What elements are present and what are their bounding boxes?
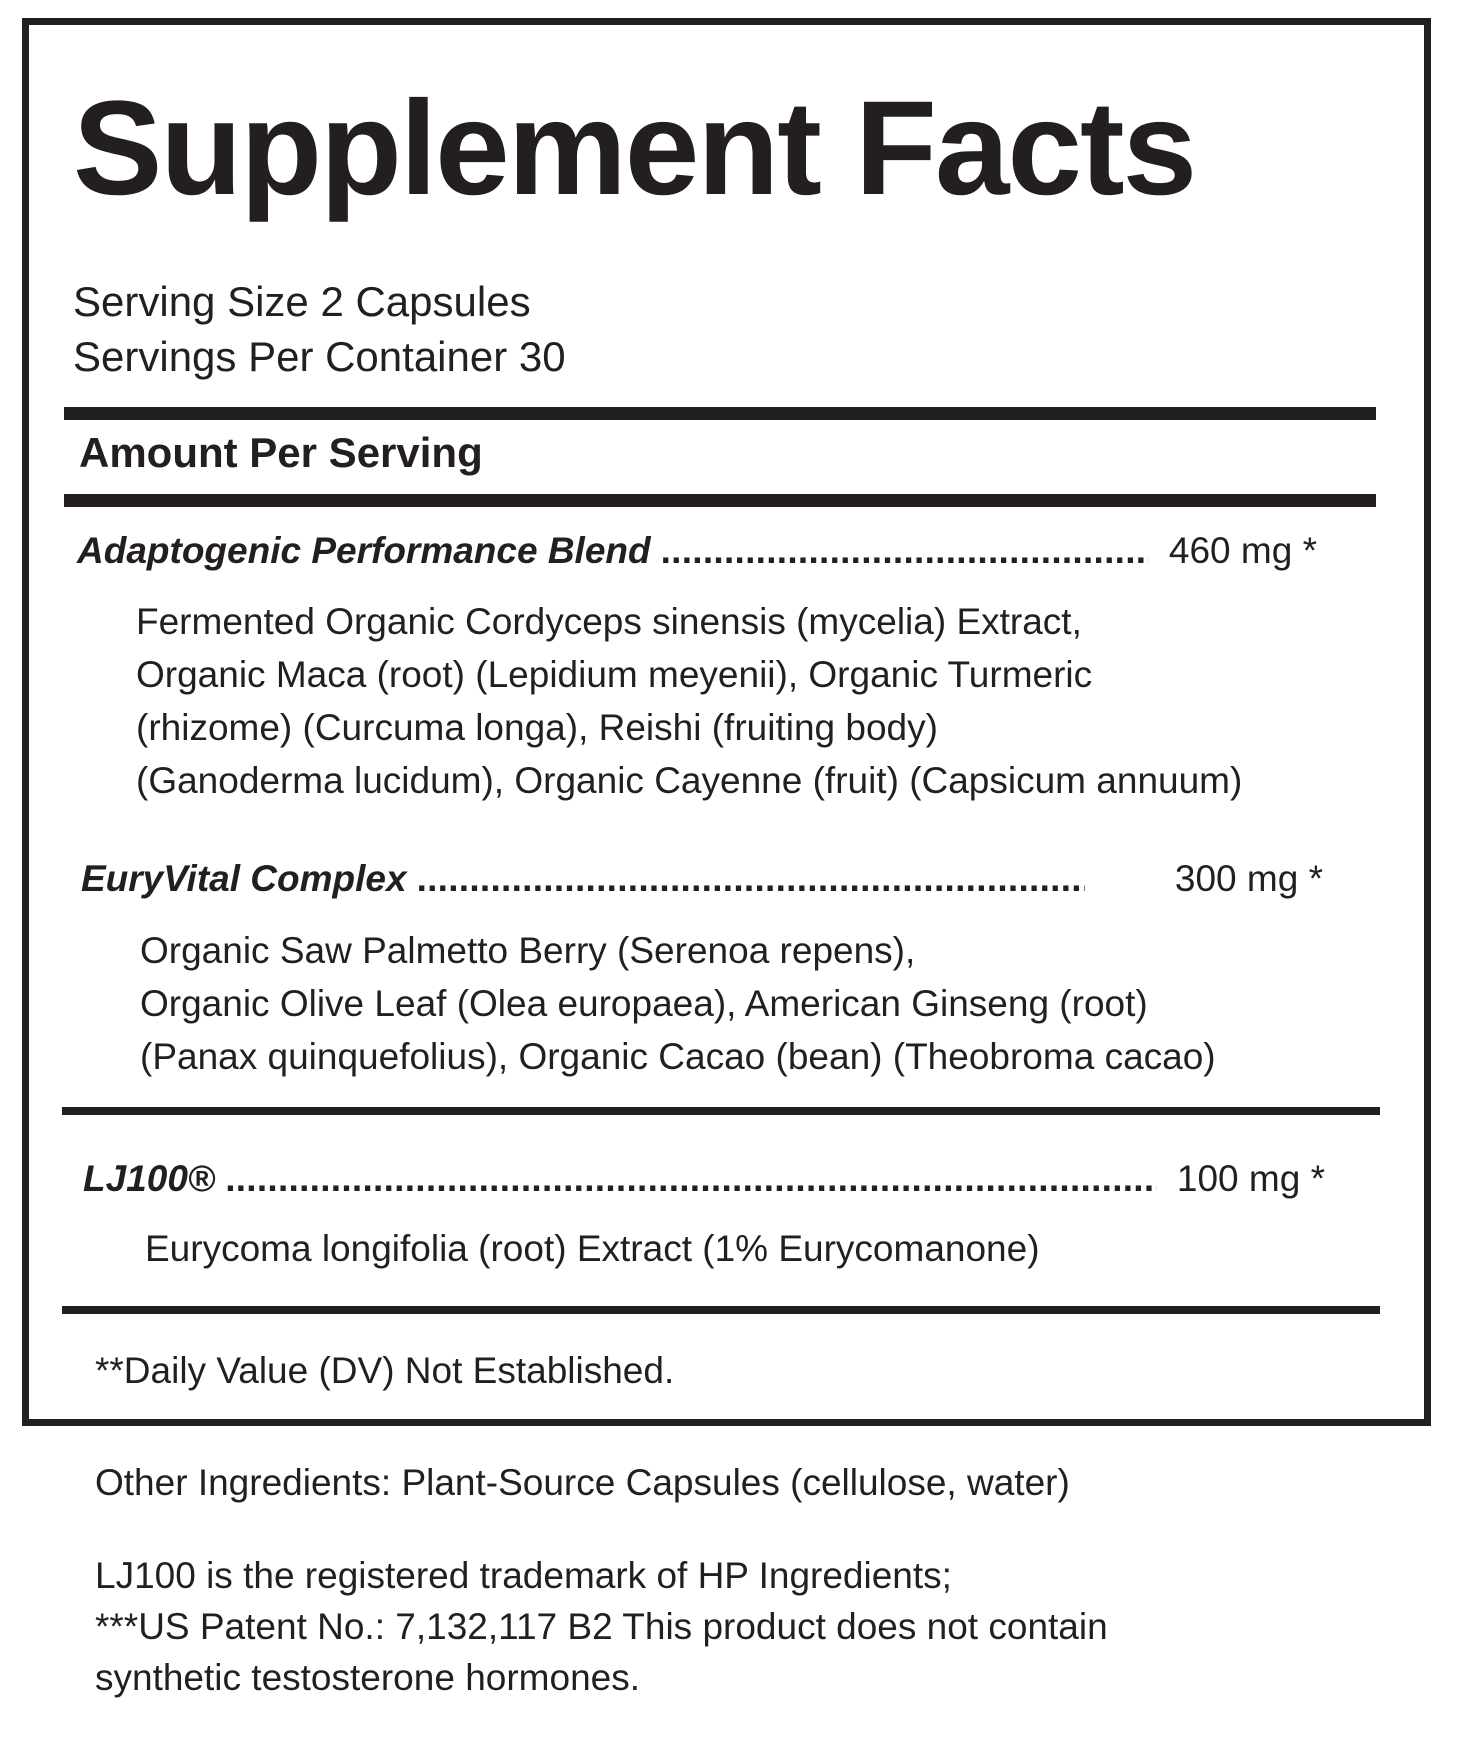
ingredient-line: Organic Olive Leaf (Olea europaea), American Ginseng (root) <box>140 983 1148 1024</box>
trademark-notice <box>95 1550 1108 1703</box>
trademark-line: ***US Patent No.: 7,132,117 B2 This product does not contain <box>95 1606 1108 1647</box>
ingredient-line: (Panax quinquefolius), Organic Cacao (bean) (Theobroma cacao) <box>140 1036 1216 1077</box>
divider <box>62 1107 1380 1115</box>
trademark-line: LJ100 is the registered trademark of HP Ingredients; <box>95 1555 952 1596</box>
blend-row <box>77 532 1317 569</box>
blend-amount: 300 mg * <box>1174 858 1323 899</box>
ingredient-line: (Ganoderma lucidum), Organic Cayenne (fruit) (Capsicum annuum) <box>136 760 1243 801</box>
blend-ingredients <box>136 595 1242 807</box>
blend-row <box>83 1160 1325 1197</box>
blend-amount: 460 mg * <box>1168 530 1317 571</box>
blend-name: EuryVital Complex <box>81 858 407 899</box>
page-title: Supplement Facts <box>73 74 1196 223</box>
ingredient-line: Fermented Organic Cordyceps sinensis (mycelia) Extract, <box>136 601 1082 642</box>
thick-divider-top <box>64 407 1376 420</box>
ingredient-line: Organic Saw Palmetto Berry (Serenoa repens), <box>140 930 916 971</box>
thick-divider-header <box>64 494 1376 507</box>
blend-name: Adaptogenic Performance Blend <box>77 530 651 571</box>
divider <box>62 1306 1380 1314</box>
blend-ingredients <box>140 924 1216 1083</box>
other-ingredients: Other Ingredients: Plant-Source Capsules (cellulose, water) <box>95 1462 1070 1503</box>
trademark-line: synthetic testosterone hormones. <box>95 1657 641 1698</box>
dot-leader <box>417 860 1085 897</box>
amount-per-serving-header: Amount Per Serving <box>79 429 483 476</box>
serving-size: Serving Size 2 Capsules <box>73 278 531 325</box>
ingredient-line: (rhizome) (Curcuma longa), Reishi (fruiting body) <box>136 707 938 748</box>
blend-name: LJ100® <box>83 1158 216 1199</box>
daily-value-note: **Daily Value (DV) Not Established. <box>95 1350 675 1391</box>
servings-per-container: Servings Per Container 30 <box>73 333 566 380</box>
dot-leader <box>225 1160 1157 1197</box>
dot-leader <box>661 532 1149 569</box>
blend-ingredients <box>145 1222 1040 1275</box>
ingredient-line: Eurycoma longifolia (root) Extract (1% Eurycomanone) <box>145 1228 1040 1269</box>
blend-row <box>81 860 1323 897</box>
blend-amount: 100 mg * <box>1176 1158 1325 1199</box>
ingredient-line: Organic Maca (root) (Lepidium meyenii), Organic Turmeric <box>136 654 1093 695</box>
